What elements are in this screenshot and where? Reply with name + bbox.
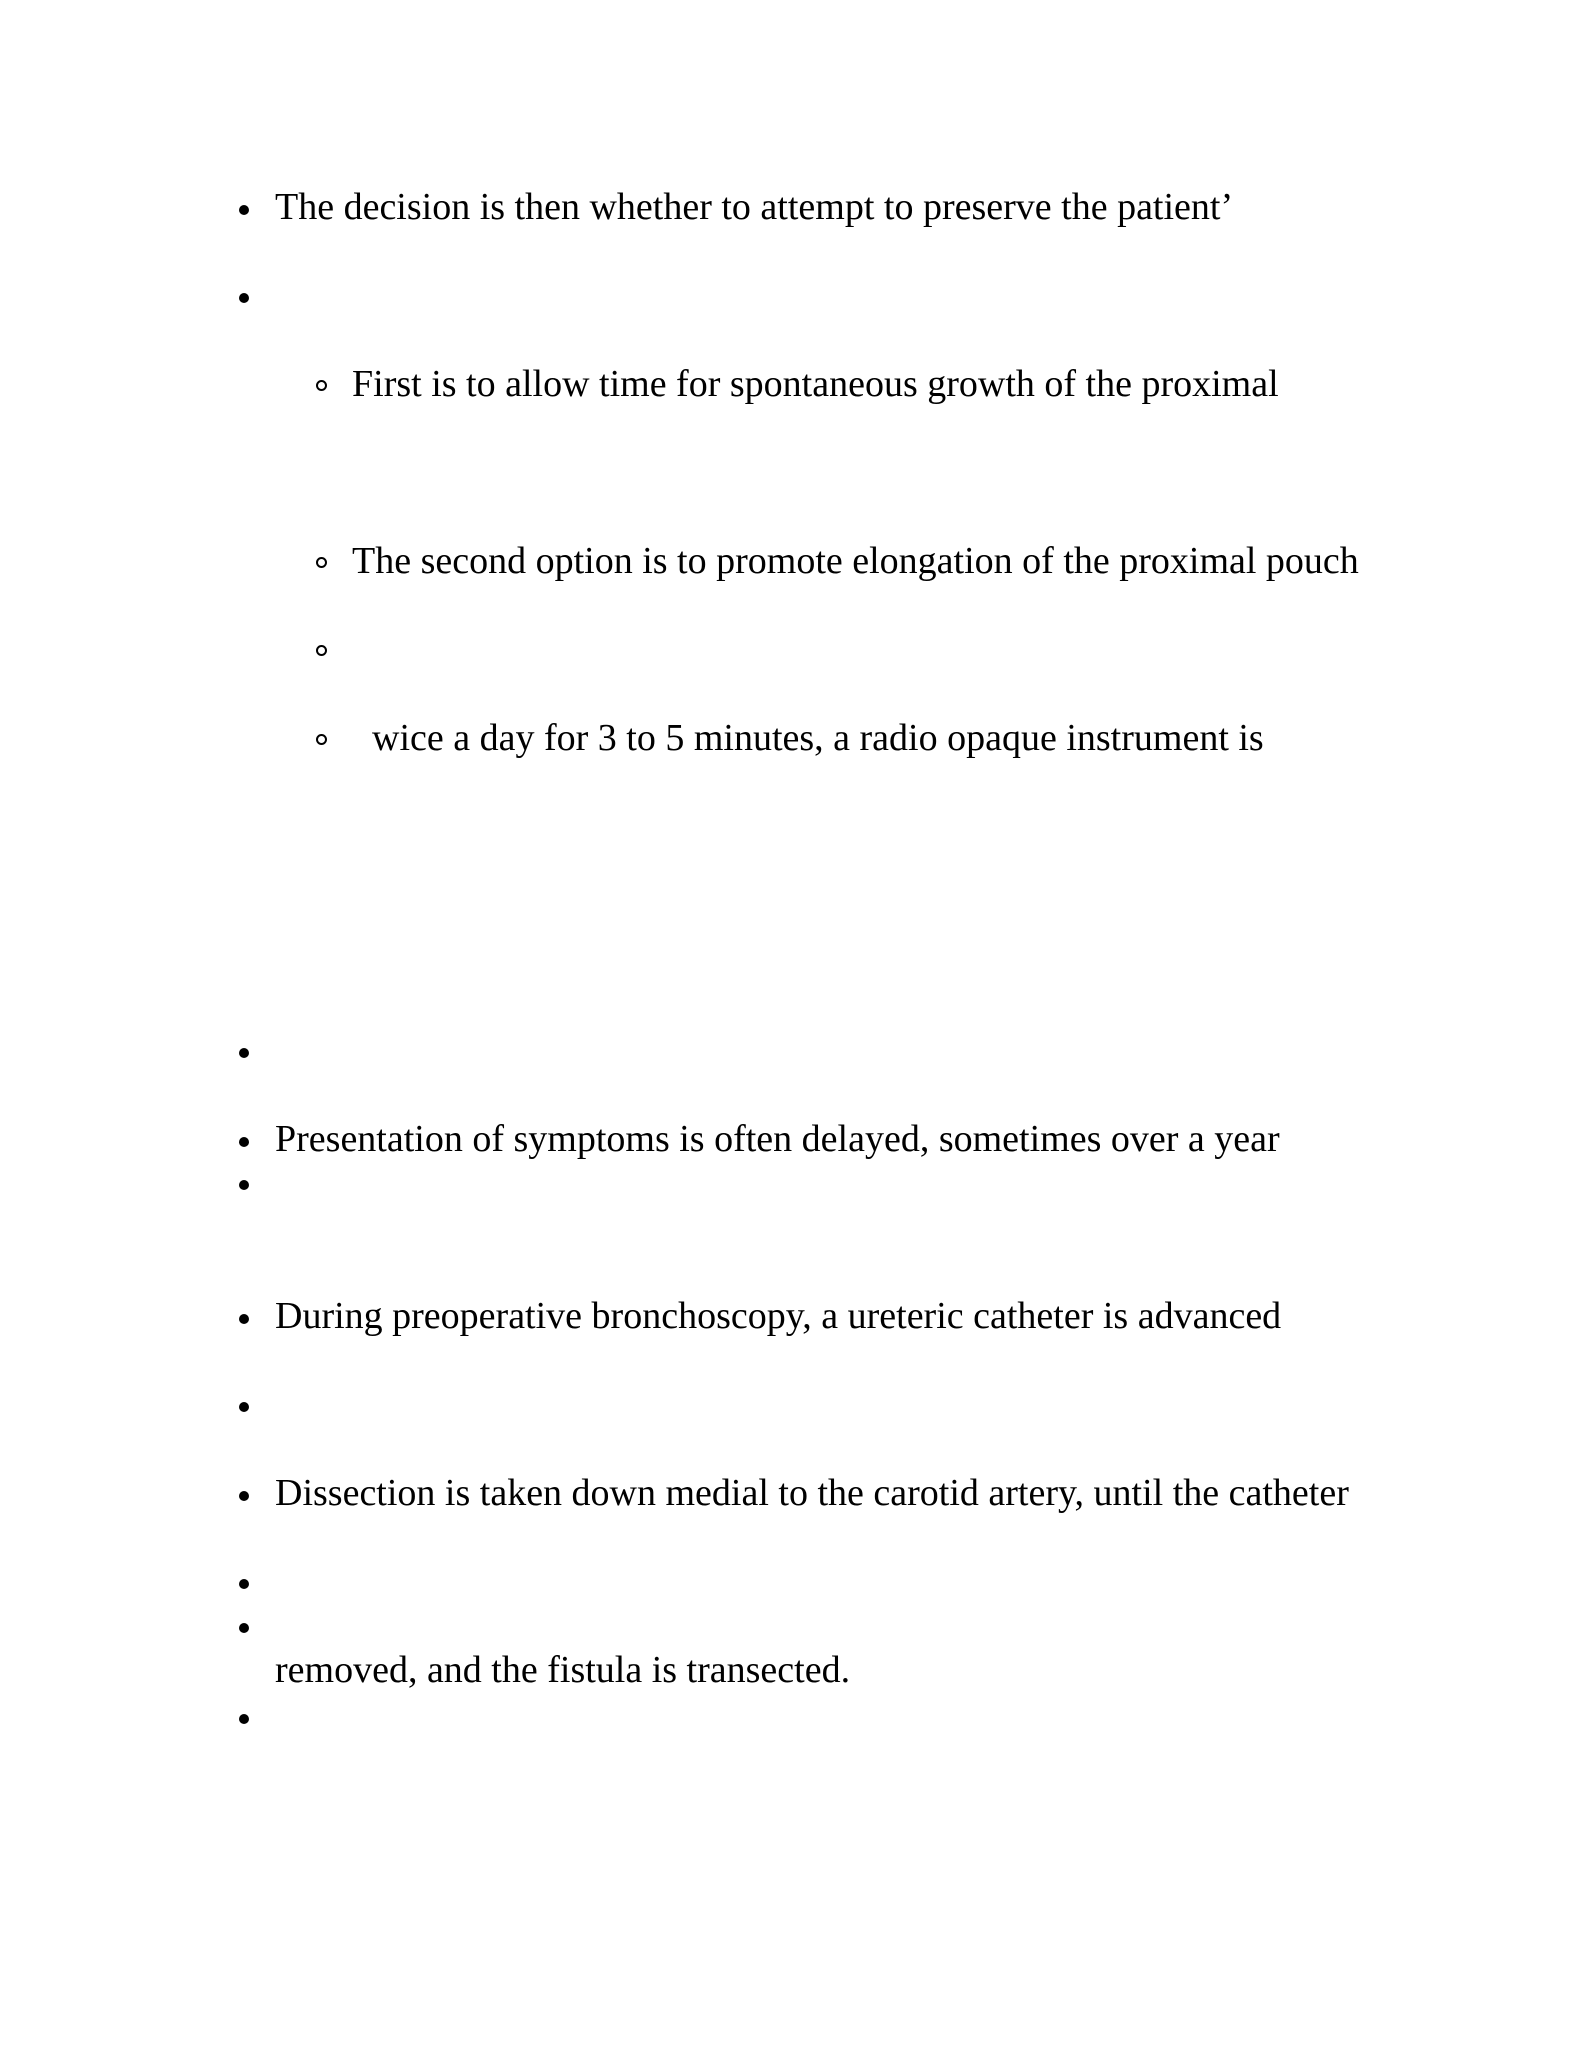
bullet-circle-icon — [316, 380, 327, 391]
bullet-disc-icon — [239, 1623, 249, 1633]
bullet-circle-icon — [316, 645, 327, 656]
continuation-text: removed, and the fistula is transected. — [275, 1649, 851, 1691]
bullet-disc-icon — [239, 1714, 249, 1724]
list-item-text: The second option is to promote elongation of the proximal pouch — [352, 540, 1359, 582]
list-item-text: First is to allow time for spontaneous growth of the proximal — [352, 363, 1279, 405]
bullet-disc-icon — [239, 1491, 249, 1501]
bullet-disc-icon — [239, 205, 249, 215]
bullet-circle-icon — [316, 734, 327, 745]
bullet-disc-icon — [239, 293, 249, 303]
bullet-disc-icon — [239, 1048, 249, 1058]
list-item-text: During preoperative bronchoscopy, a ureteric catheter is advanced — [275, 1295, 1282, 1337]
bullet-circle-icon — [316, 557, 327, 568]
bullet-disc-icon — [239, 1579, 249, 1589]
bullet-disc-icon — [239, 1137, 249, 1147]
bullet-disc-icon — [239, 1314, 249, 1324]
list-item-text: wice a day for 3 to 5 minutes, a radio opaque instrument is — [372, 717, 1264, 759]
list-item-text: The decision is then whether to attempt to preserve the patient’ — [275, 186, 1234, 228]
list-item-text: Presentation of symptoms is often delayed, sometimes over a year — [275, 1118, 1280, 1160]
bullet-disc-icon — [239, 1180, 249, 1190]
bullet-disc-icon — [239, 1402, 249, 1412]
list-item-text: Dissection is taken down medial to the carotid artery, until the catheter — [275, 1472, 1349, 1514]
